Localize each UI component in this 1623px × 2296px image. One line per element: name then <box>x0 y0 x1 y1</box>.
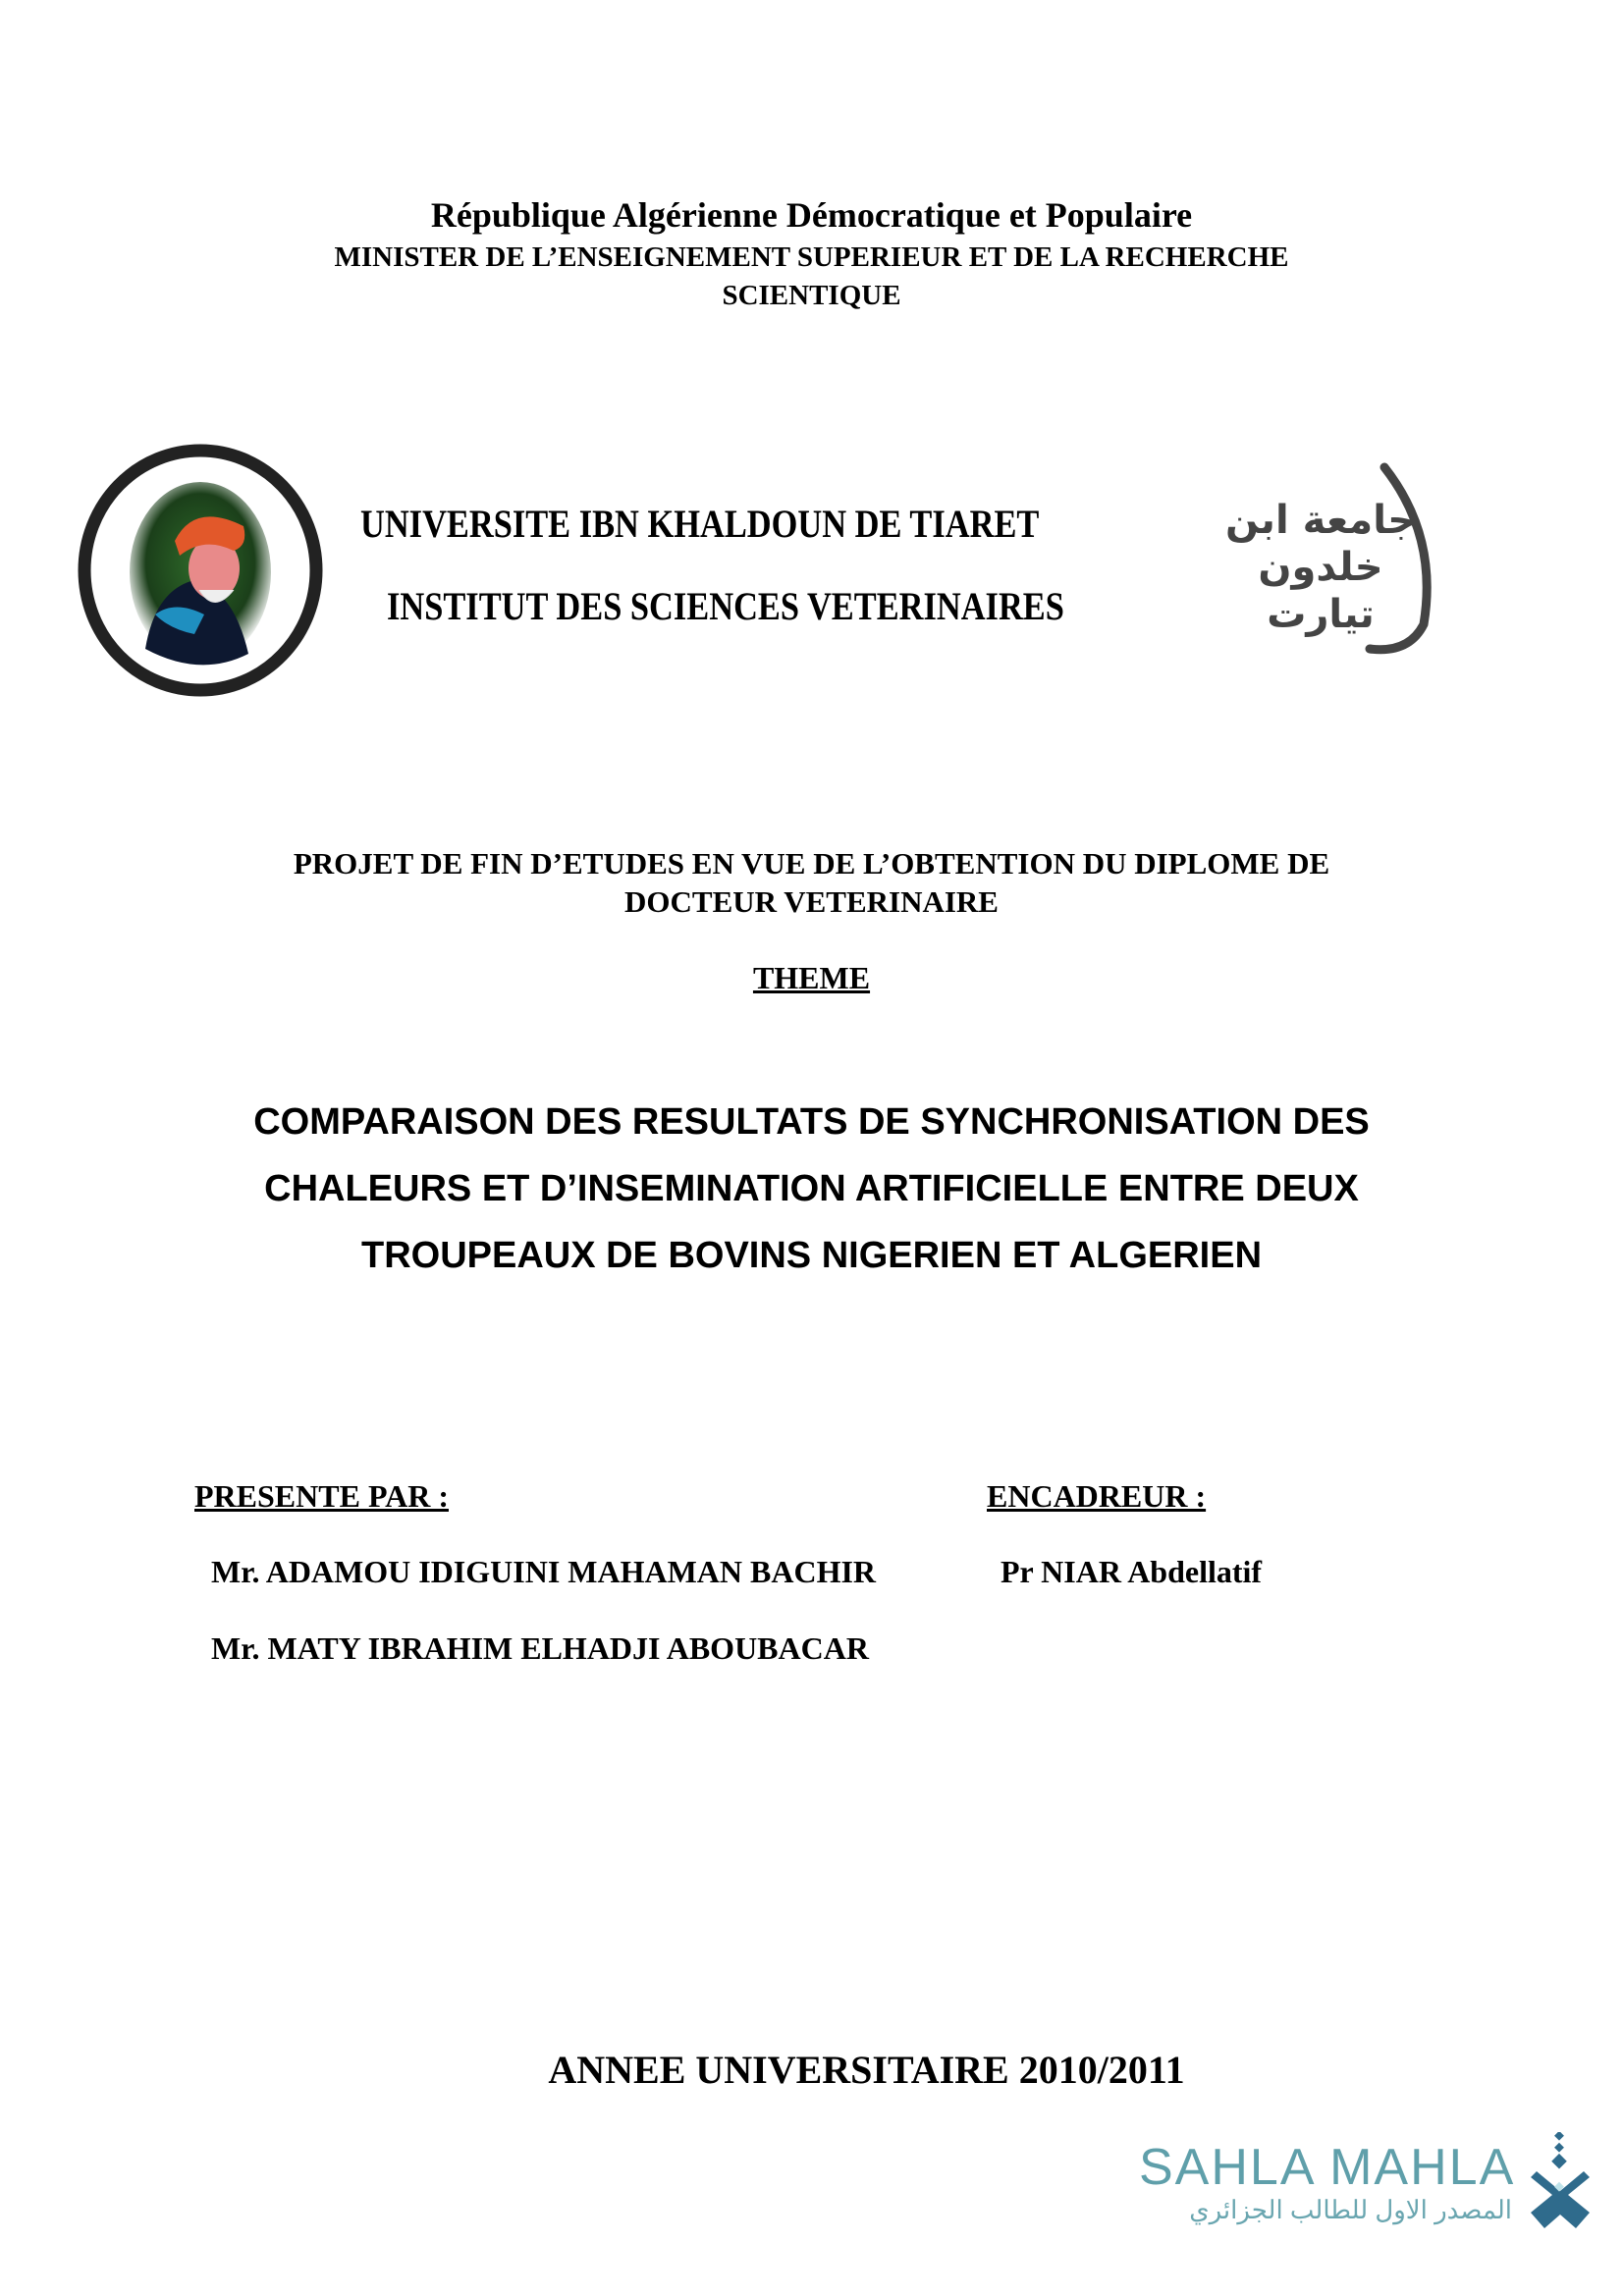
project-line-2: DOCTEUR VETERINAIRE <box>624 884 999 919</box>
supervisor-name: Pr NIAR Abdellatif <box>1001 1554 1263 1589</box>
thesis-title-line-3: TROUPEAUX DE BOVINS NIGERIEN ET ALGERIEN <box>360 1235 1263 1276</box>
ministry-line-2: SCIENTIQUE <box>722 280 901 311</box>
university-name: UNIVERSITE IBN KHALDOUN DE TIARET <box>360 502 1040 546</box>
watermark-tagline: المصدر الاول للطالب الجزائري <box>1189 2195 1512 2224</box>
supervisor-label: ENCADREUR : <box>987 1478 1207 1514</box>
watermark-brand: SAHLA MAHLA <box>1139 2139 1516 2196</box>
university-portrait-logo <box>77 443 324 698</box>
author-name: Mr. MATY IBRAHIM ELHADJI ABOUBACAR <box>211 1630 869 1666</box>
republic-heading: République Algérienne Démocratique et Populaire <box>430 195 1193 235</box>
author-name: Mr. ADAMOU IDIGUINI MAHAMAN BACHIR <box>211 1554 877 1589</box>
ministry-line-1: MINISTER DE L’ENSEIGNEMENT SUPERIEUR ET DE LA RECHERCHE <box>334 241 1289 273</box>
arabic-calligraphy-logo <box>1203 457 1438 657</box>
theme-label: THEME <box>752 960 871 995</box>
thesis-title-line-2: CHALEURS ET D’INSEMINATION ARTIFICIELLE ENTRE DEUX <box>264 1168 1359 1209</box>
academic-year: ANNEE UNIVERSITAIRE 2010/2011 <box>548 2048 1185 2092</box>
sahla-mahla-watermark <box>1139 2138 1591 2236</box>
thesis-title-line-1: COMPARAISON DES RESULTATS DE SYNCHRONISATION DES <box>253 1101 1370 1143</box>
calligraphy-logo-text: جامعة ابن خلدون تيارت <box>1224 498 1417 637</box>
institute-name: INSTITUT DES SCIENCES VETERINAIRES <box>387 584 1064 628</box>
sahla-mahla-emblem-icon <box>1527 2132 1594 2230</box>
project-line-1: PROJET DE FIN D’ETUDES EN VUE DE L’OBTENTION DU DIPLOME DE <box>293 846 1330 881</box>
presented-by-label: PRESENTE PAR : <box>194 1478 449 1514</box>
